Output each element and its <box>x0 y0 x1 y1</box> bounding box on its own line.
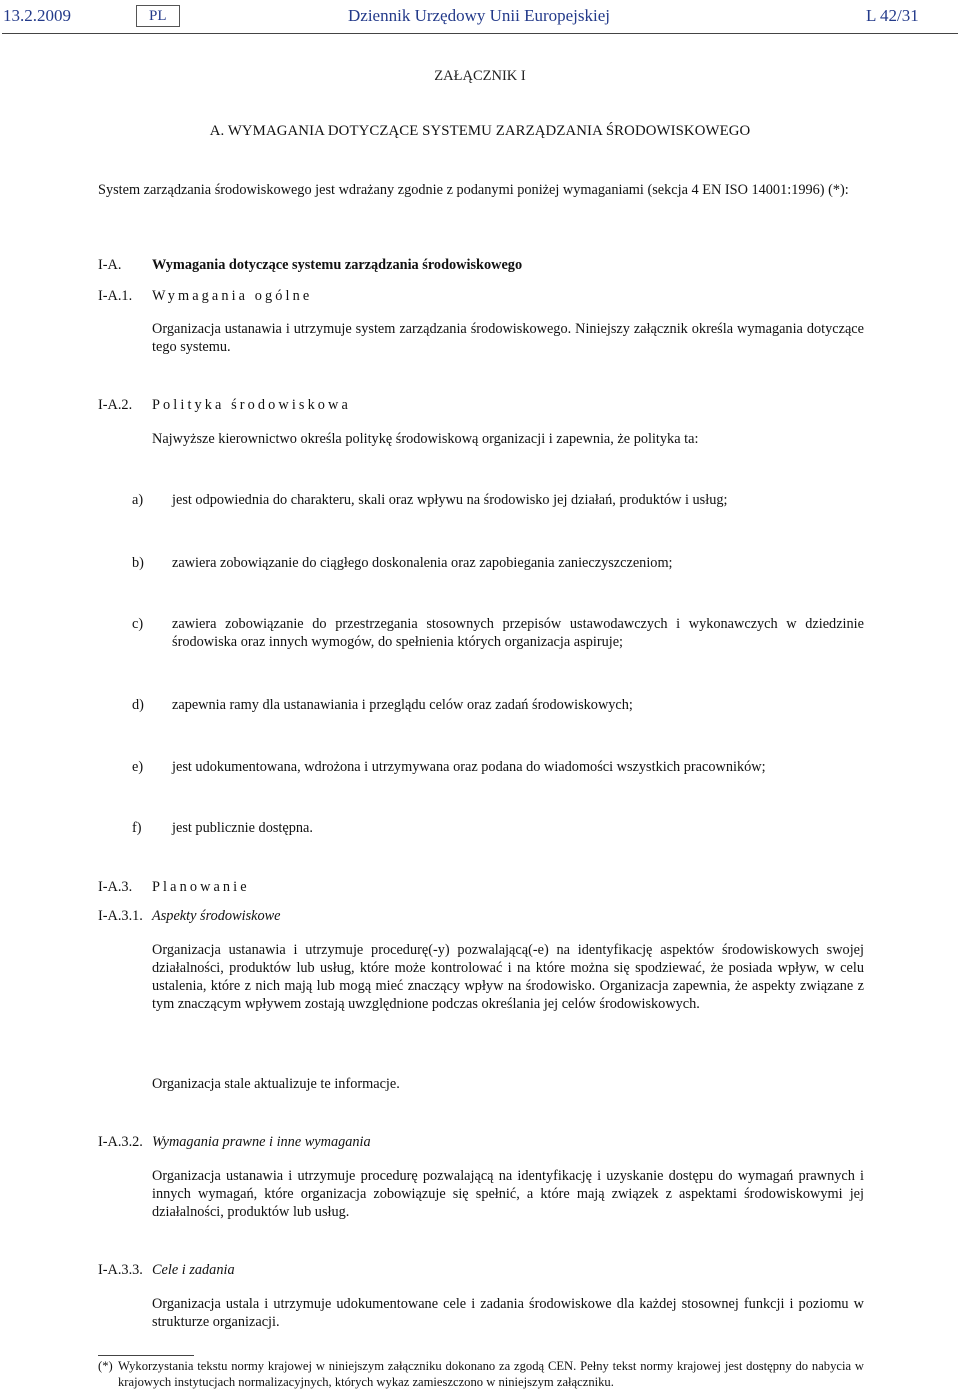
list-item-d: d) zapewnia ramy dla ustanawiania i przeglądu celów oraz zadań środowiskowych; <box>132 697 633 713</box>
section-ia31-text-2: Organizacja stale aktualizuje te informacje. <box>152 1076 400 1092</box>
section-a-title: A. WYMAGANIA DOTYCZĄCE SYSTEMU ZARZĄDZANIA ŚRODOWISKOWEGO <box>209 123 751 139</box>
section-ia2-number: I-A.2. <box>98 397 133 413</box>
header-rule <box>2 33 958 34</box>
section-ia1-text: Organizacja ustanawia i utrzymuje system zarządzania środowiskowego. Niniejszy załącznik określa wymagania dotyczące tego systemu. <box>152 321 864 355</box>
intro-paragraph: System zarządzania środowiskowego jest wdrażany zgodnie z podanymi poniżej wymaganiami (sekcja 4 EN ISO 14001:1996) (*): <box>98 182 849 198</box>
section-ia-title: Wymagania dotyczące systemu zarządzania środowiskowego <box>152 257 523 273</box>
list-item-b: b) zawiera zobowiązanie do ciągłego doskonalenia oraz zapobiegania zanieczyszczeniom; <box>132 555 673 571</box>
section-ia1-title: Wymagania ogólne <box>152 288 313 304</box>
list-item-a: a) jest odpowiednia do charakteru, skali oraz wpływu na środowisko jej działań, produktów i usług; <box>132 492 728 508</box>
header-page-ref: L 42/31 <box>866 6 919 25</box>
section-ia31-text: Organizacja ustanawia i utrzymuje procedurę(-y) pozwalającą(-e) na identyfikację aspektów środowiskowych swojej działalności, produktów lub usług, które może kontrolować i na które można się spodziewać, że posiada wpływ, w celu ustalenia, które z nich mają lub mogą mieć znaczący wpływ na środowisko. Organizacja zapewnia, że aspekty związane z tym znaczącym wpływem zostają uwzględnione podczas określania jej celów środowiskowych. <box>152 942 864 1012</box>
section-ia3-number: I-A.3. <box>98 879 133 895</box>
footnote-rule <box>98 1355 194 1356</box>
header-language-badge: PL <box>136 5 180 27</box>
page-header <box>0 0 960 34</box>
footnote-mark: (*) <box>98 1359 113 1373</box>
list-item-e: e) jest udokumentowana, wdrożona i utrzymywana oraz podana do wiadomości wszystkich pracowników; <box>132 759 766 775</box>
section-ia31-title: Aspekty środowiskowe <box>152 908 281 924</box>
footnote <box>98 1358 864 1390</box>
section-ia2-text: Najwyższe kierownictwo określa politykę środowiskową organizacji i zapewnia, że polityka ta: <box>152 431 699 447</box>
header-journal-title: Dziennik Urzędowy Unii Europejskiej <box>348 6 611 25</box>
footnote-text: Wykorzystania tekstu normy krajowej w niniejszym załączniku dokonano za zgodą CEN. Pełny tekst normy krajowej jest dostępny do nabycia w krajowych instytucjach normalizacyjnych, których wykaz zamieszczono w niniejszym załączniku. <box>118 1359 864 1389</box>
section-ia31-number: I-A.3.1. <box>98 908 143 924</box>
section-ia32-title: Wymagania prawne i inne wymagania <box>152 1134 371 1150</box>
section-ia2-title: Polityka środowiskowa <box>152 397 351 413</box>
header-date: 13.2.2009 <box>3 6 71 25</box>
list-item-f: f) jest publicznie dostępna. <box>132 820 313 836</box>
section-ia33-title: Cele i zadania <box>152 1262 235 1278</box>
list-item-c: c) zawiera zobowiązanie do przestrzegania stosownych przepisów ustawodawczych i wykonawczych w dziedzinie środowiska oraz innych wymogów, do spełnienia których organizacja aspiruje; <box>132 616 864 650</box>
section-ia32-number: I-A.3.2. <box>98 1134 143 1150</box>
section-ia33-number: I-A.3.3. <box>98 1262 143 1278</box>
section-ia3-title: Planowanie <box>152 879 250 895</box>
section-ia32-text: Organizacja ustanawia i utrzymuje procedurę pozwalającą na identyfikację i uzyskanie dostępu do wymagań prawnych i innych wymagań, które organizacja zobowiązuje się spełnić, a które mają związek z aspektami środowiskowymi jej działalności, produktów lub usług. <box>152 1168 864 1220</box>
section-ia1-number: I-A.1. <box>98 288 133 304</box>
annex-title: ZAŁĄCZNIK I <box>434 68 526 84</box>
section-ia-number: I-A. <box>98 257 122 273</box>
section-ia33-text: Organizacja ustala i utrzymuje udokumentowane cele i zadania środowiskowe dla każdej stosownej funkcji i poziomu w strukturze organizacji. <box>152 1296 864 1330</box>
